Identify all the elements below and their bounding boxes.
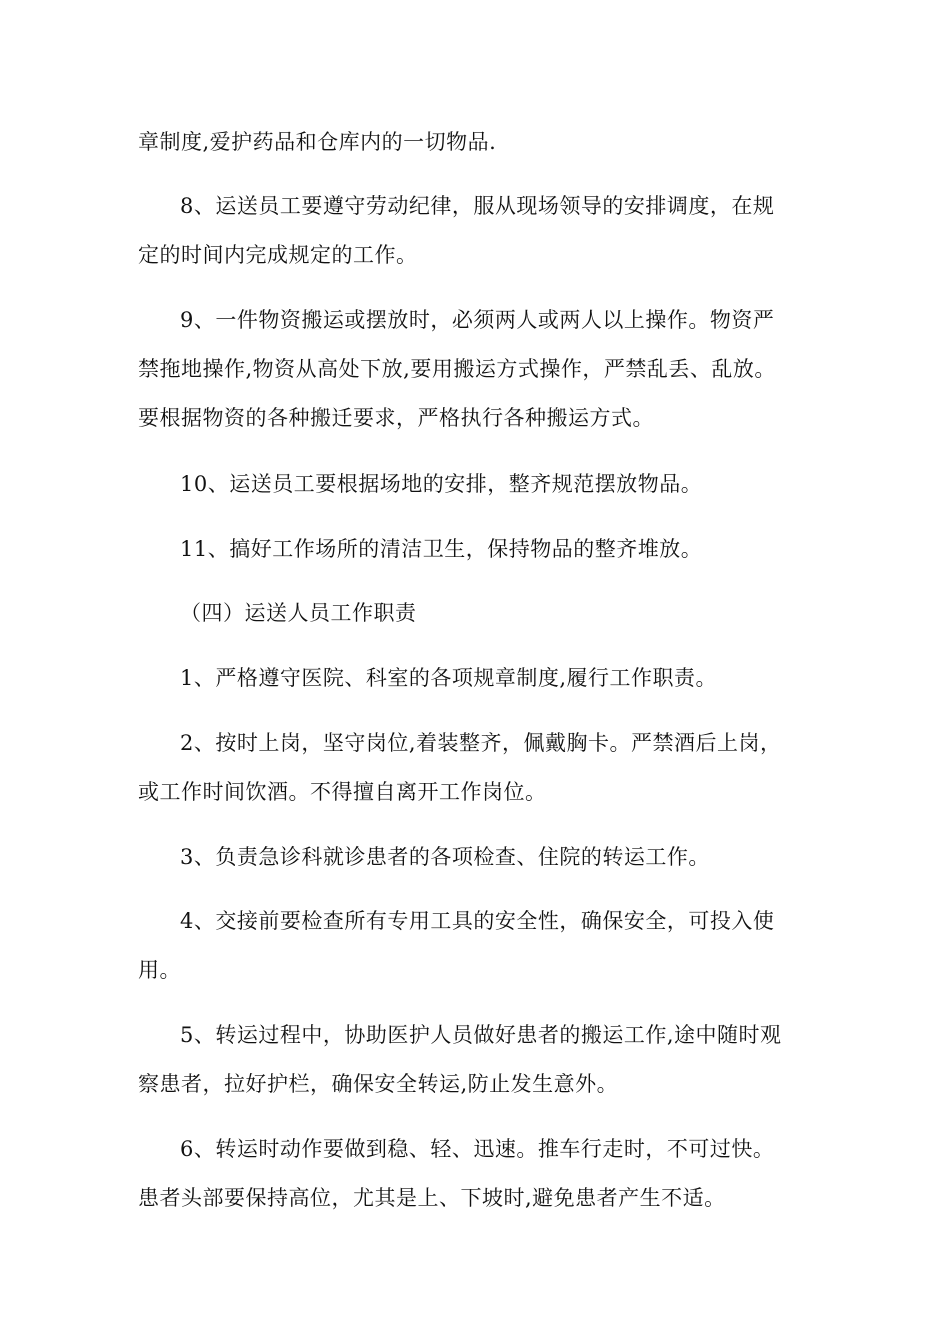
text-line: 9、一件物资搬运或摆放时，必须两人或两人以上操作。物资严 bbox=[180, 308, 775, 332]
text-line: 10、运送员工要根据场地的安排，整齐规范摆放物品。 bbox=[180, 472, 703, 496]
text-line: 或工作时间饮酒。不得擅自离开工作岗位。 bbox=[138, 780, 547, 804]
text-line: 要根据物资的各种搬迁要求，严格执行各种搬运方式。 bbox=[138, 406, 654, 430]
text-line: 用。 bbox=[138, 958, 181, 982]
text-line: 4、交接前要检查所有专用工具的安全性，确保安全，可投入使 bbox=[180, 909, 775, 933]
text-line: 3、负责急诊科就诊患者的各项检查、住院的转运工作。 bbox=[180, 845, 710, 869]
text-line: 5、转运过程中，协助医护人员做好患者的搬运工作,途中随时观 bbox=[180, 1023, 782, 1047]
text-line: 察患者，拉好护栏，确保安全转运,防止发生意外。 bbox=[138, 1072, 619, 1096]
text-line: 患者头部要保持高位，尤其是上、下坡时,避免患者产生不适。 bbox=[138, 1186, 726, 1210]
text-line: 8、运送员工要遵守劳动纪律，服从现场领导的安排调度，在规 bbox=[180, 194, 775, 218]
text-line: 章制度,爱护药品和仓库内的一切物品. bbox=[138, 130, 497, 154]
text-line: 1、严格遵守医院、科室的各项规章制度,履行工作职责。 bbox=[180, 666, 718, 690]
text-line: 6、转运时动作要做到稳、轻、迅速。推车行走时，不可过快。 bbox=[180, 1137, 775, 1161]
text-line: 禁拖地操作,物资从高处下放,要用搬运方式操作，严禁乱丢、乱放。 bbox=[138, 357, 776, 381]
section-heading: （四）运送人员工作职责 bbox=[180, 601, 417, 625]
text-line: 2、按时上岗，坚守岗位,着装整齐，佩戴胸卡。严禁酒后上岗， bbox=[180, 731, 782, 755]
text-line: 定的时间内完成规定的工作。 bbox=[138, 243, 418, 267]
text-line: 11、搞好工作场所的清洁卫生，保持物品的整齐堆放。 bbox=[180, 537, 703, 561]
